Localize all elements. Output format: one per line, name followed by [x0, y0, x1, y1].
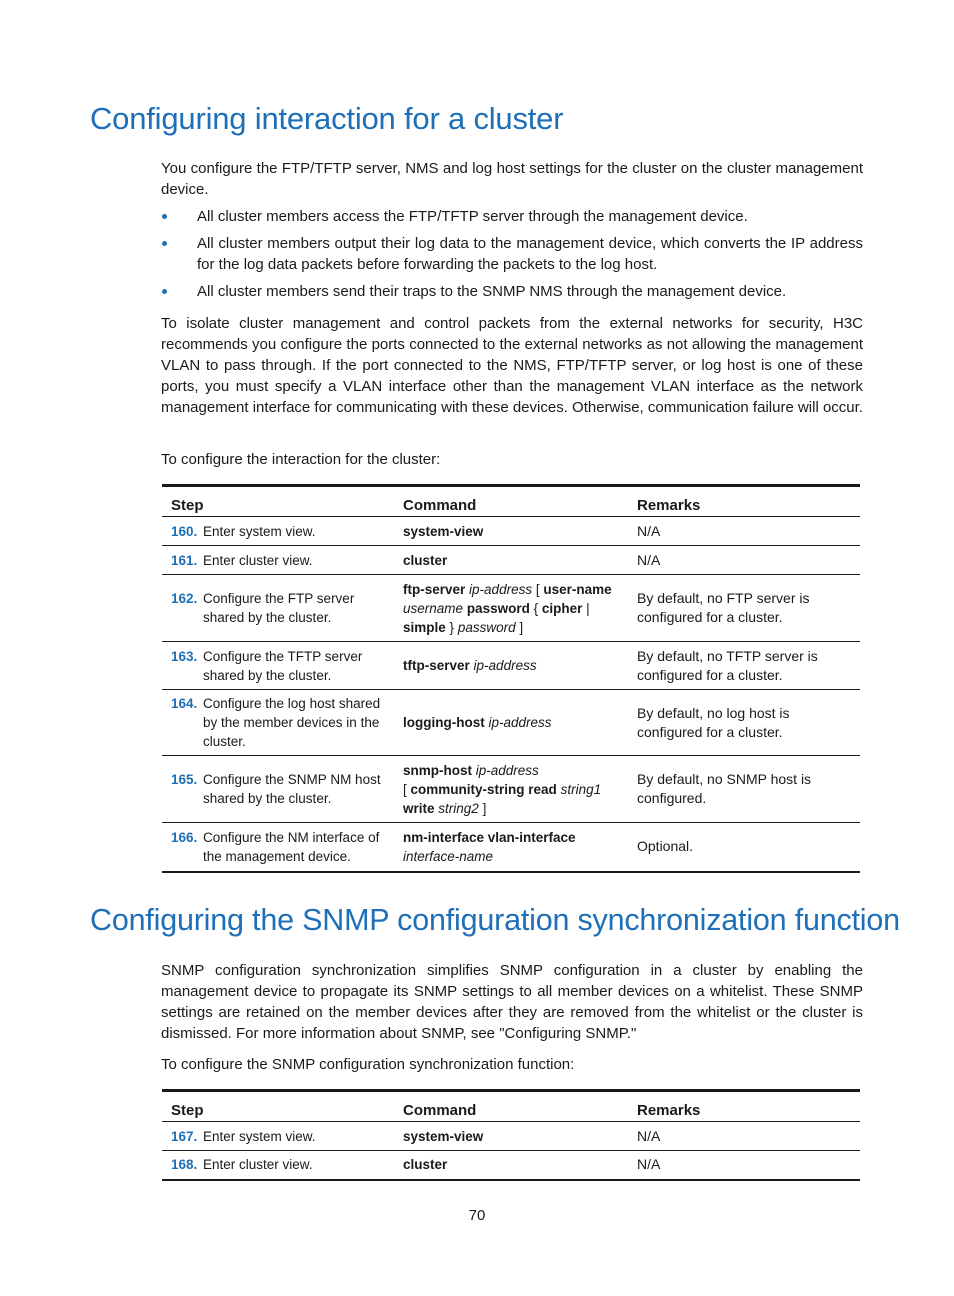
bullet-icon [162, 241, 167, 246]
step-cell: 166. Configure the NM interface of the management device. [162, 823, 394, 872]
section-heading-cluster-interaction: Configuring interaction for a cluster [90, 101, 564, 136]
header-command: Command [394, 1091, 628, 1122]
bullet-item: All cluster members send their traps to the SNMP NMS through the management device. [161, 281, 863, 302]
bullet-item: All cluster members output their log data to the management device, which converts the IP address for the log data packets before forwarding the packets to the log host. [161, 233, 863, 275]
intro-paragraph: You configure the FTP/TFTP server, NMS and log host settings for the cluster on the cluster management device. [161, 160, 863, 198]
command-cell: logging-host ip-address [394, 690, 628, 756]
remarks-cell: Optional. [628, 823, 860, 872]
command-cell: cluster [394, 546, 628, 575]
snmp-sync-paragraph: SNMP configuration synchronization simplifies SNMP configuration in a cluster by enabling the management device to propagate its SNMP settings to all member devices on a whitelist. These SNMP settings are retained on the member devices after they are removed from the whitelist or the cluster is dismissed. For more information about SNMP, see "Configuring SNMP." [161, 962, 863, 1042]
snmp-sync-table [162, 1089, 860, 1181]
command-cell: cluster [394, 1151, 628, 1180]
step-cell: 163. Configure the TFTP server shared by the cluster. [162, 642, 394, 690]
table-row [162, 575, 860, 642]
table-row [162, 517, 860, 546]
page-number: 70 [468, 1207, 486, 1224]
step-number: 160. [171, 523, 198, 539]
bullet-icon [162, 214, 167, 219]
step-cell: 168. Enter cluster view. [162, 1151, 394, 1180]
remarks-cell: By default, no log host is configured for a cluster. [628, 690, 860, 756]
header-step: Step [162, 1091, 394, 1122]
header-remarks: Remarks [628, 486, 860, 517]
table-row [162, 756, 860, 823]
step-number: 165. [171, 772, 198, 787]
table-row [162, 642, 860, 690]
bullet-item: All cluster members access the FTP/TFTP server through the management device. [161, 206, 863, 227]
table-row [162, 1122, 860, 1151]
command-cell: system-view [394, 1122, 628, 1151]
table-row [162, 823, 860, 872]
table-row [162, 1151, 860, 1180]
table-header-row [162, 1091, 860, 1122]
remarks-cell: N/A [628, 1151, 860, 1180]
step-cell: 160. Enter system view. [162, 517, 394, 546]
step-number: 162. [171, 591, 198, 606]
header-remarks: Remarks [628, 1091, 860, 1122]
remarks-cell: By default, no TFTP server is configured for a cluster. [628, 642, 860, 690]
step-cell: 161. Enter cluster view. [162, 546, 394, 575]
step-number: 168. [171, 1157, 198, 1173]
step-number: 167. [171, 1128, 198, 1144]
step-cell: 162. Configure the FTP server shared by the cluster. [162, 575, 394, 642]
remarks-cell: N/A [628, 546, 860, 575]
remarks-cell: By default, no FTP server is configured for a cluster. [628, 575, 860, 642]
remarks-cell: N/A [628, 517, 860, 546]
section-heading-snmp-sync: Configuring the SNMP configuration synchronization function [90, 903, 900, 937]
command-cell: snmp-host ip-address [ community-string read string1 write string2 ] [394, 756, 628, 823]
cluster-interaction-table [162, 484, 860, 873]
step-cell: 165. Configure the SNMP NM host shared by the cluster. [162, 756, 394, 823]
isolation-paragraph: To isolate cluster management and control packets from the external networks for security, H3C recommends you configure the ports connected to the external networks as not allowing the management VLAN to pass through. If the port connected to the NMS, FTP/TFTP server, or log host is one of these ports, you must specify a VLAN interface other than the management VLAN interface as the network management interface for communicating with these devices. Otherwise, communication failure will occur. [161, 315, 863, 416]
command-cell: tftp-server ip-address [394, 642, 628, 690]
table-row [162, 690, 860, 756]
bullet-list [161, 206, 863, 302]
remarks-cell: N/A [628, 1122, 860, 1151]
snmp-table-intro-paragraph: To configure the SNMP configuration synchronization function: [161, 1056, 575, 1073]
command-cell: system-view [394, 517, 628, 546]
remarks-cell: By default, no SNMP host is configured. [628, 756, 860, 823]
header-step: Step [162, 486, 394, 517]
step-number: 166. [171, 829, 198, 845]
step-cell: 164. Configure the log host shared by the member devices in the cluster. [162, 690, 394, 756]
command-cell: nm-interface vlan-interface interface-name [394, 823, 628, 872]
header-command: Command [394, 486, 628, 517]
table-row [162, 546, 860, 575]
step-number: 161. [171, 552, 198, 568]
step-cell: 167. Enter system view. [162, 1122, 394, 1151]
table-intro-paragraph: To configure the interaction for the cluster: [161, 451, 441, 468]
step-number: 164. [171, 696, 198, 711]
table-header-row [162, 486, 860, 517]
bullet-icon [162, 289, 167, 294]
step-number: 163. [171, 648, 198, 664]
command-cell: ftp-server ip-address [ user-name username password { cipher | simple } password ] [394, 575, 628, 642]
